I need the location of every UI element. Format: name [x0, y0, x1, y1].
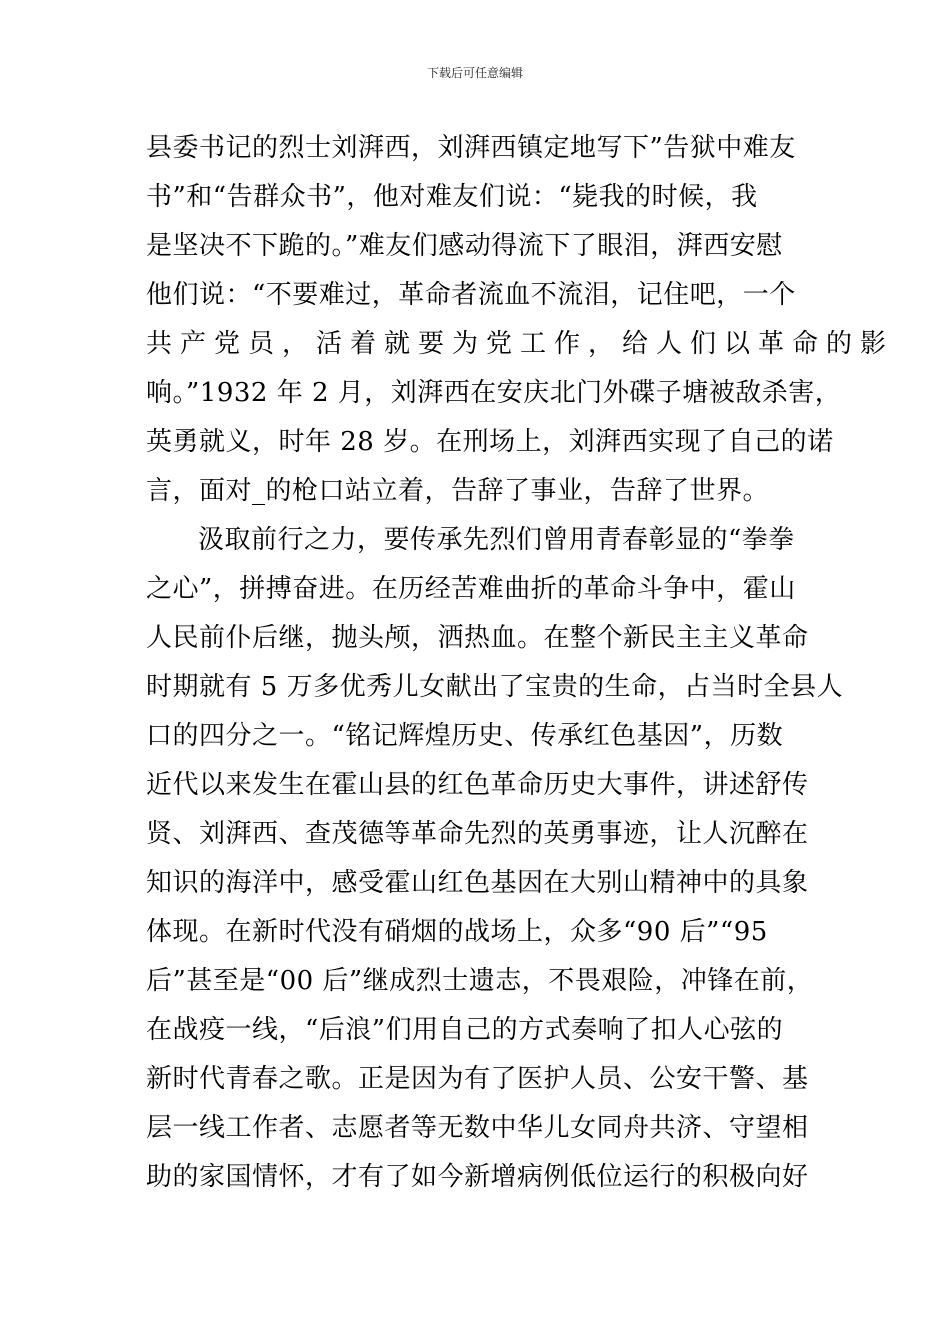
text-line: 人民前仆后继，抛头颅，洒热血。在整个新民主主义革命 [146, 623, 809, 653]
text-line: 近代以来发生在霍山县的红色革命历史大事件，讲述舒传 [146, 770, 809, 800]
text-line: 口的四分之一。“铭记辉煌历史、传承红色基因”，历数 [146, 721, 784, 751]
text-line: 之心”，拼搏奋进。在历经苦难曲折的革命斗争中，霍山 [146, 574, 796, 604]
text-line: 时期就有 5 万多优秀儿女献出了宝贵的生命，占当时全县人 [146, 672, 844, 702]
page-header: 下载后可任意编辑 [426, 66, 523, 80]
text-line: 助的家国情怀，才有了如今新增病例低位运行的积极向好 [146, 1162, 809, 1192]
text-line: 言，面对_的枪口站立着，告辞了事业，告辞了世界。 [146, 476, 770, 506]
text-line: 响。”1932 年 2 月，刘湃西在安庆北门外碟子塘被敌杀害， [146, 378, 842, 408]
text-line: 书”和“告群众书”，他对难友们说：“毙我的时候，我 [146, 182, 758, 212]
text-line: 他们说：“不要难过，革命者流血不流泪，记住吧，一个 [146, 280, 796, 310]
text-line: 知识的海洋中，感受霍山红色基因在大别山精神中的具象 [146, 868, 809, 898]
text-line: 体现。在新时代没有硝烟的战场上，众多“90 后”“95 [146, 917, 768, 947]
text-line: 是坚决不下跪的。”难友们感动得流下了眼泪，湃西安慰 [146, 231, 783, 261]
text-line: 后”甚至是“00 后”继成烈士遗志，不畏艰险，冲锋在前， [146, 966, 814, 996]
text-line: 层一线工作者、志愿者等无数中华儿女同舟共济、守望相 [146, 1113, 809, 1143]
paragraph-first-line: 汲取前行之力，要传承先烈们曾用青春彰显的“拳拳 [198, 525, 795, 555]
text-line: 县委书记的烈士刘湃西，刘湃西镇定地写下”告狱中难友 [146, 133, 796, 163]
text-line: 贤、刘湃西、查茂德等革命先烈的英勇事迹，让人沉醉在 [146, 819, 809, 849]
text-line: 英勇就义，时年 28 岁。在刑场上，刘湃西实现了自己的诺 [146, 427, 834, 457]
text-line: 在战疫一线，“后浪”们用自己的方式奏响了扣人心弦的 [146, 1015, 784, 1045]
text-line: 共产党员，活着就要为党工作，给人们以革命的影 [146, 329, 895, 359]
text-line: 新时代青春之歌。正是因为有了医护人员、公安干警、基 [146, 1064, 809, 1094]
body-text [146, 124, 895, 1202]
